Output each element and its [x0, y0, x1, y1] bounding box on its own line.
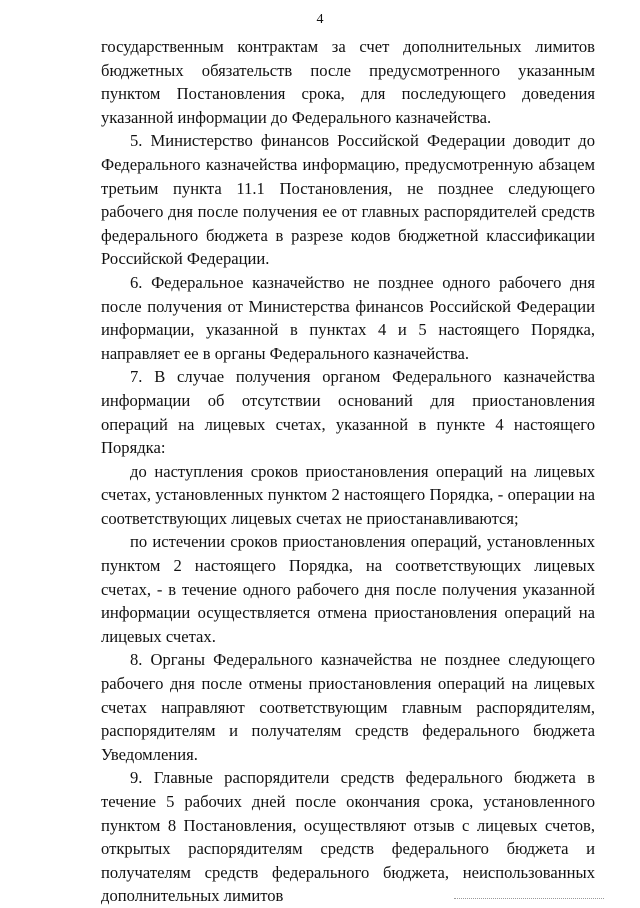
scan-edge-mark [454, 898, 604, 903]
page-number: 4 [316, 12, 324, 27]
paragraph-item-8: 8. Органы Федерального казначейства не позднее следующего рабочего дня после отмены приостановления операций на лицевых счетах направляют соответствующим главным распорядителям, распорядителям и получателям средств федерального бюджета Уведомления. [101, 650, 595, 764]
paragraph-item-9: 9. Главные распорядители средств федерального бюджета в течение 5 рабочих дней после окончания срока, установленного пунктом 8 Постановления, осуществляют отзыв с лицевых счетов, открытых распорядителям средств федерального бюджета и получателям средств федерального бюджета, неиспользованных дополнительных лимитов [101, 768, 595, 906]
document-body [101, 35, 595, 908]
paragraph-item-7: 7. В случае получения органом Федерального казначейства информации об отсутствии оснований для приостановления операций на лицевых счетах, указанной в пункте 4 настоящего Порядка: [101, 367, 595, 458]
paragraph-continuation: государственным контрактам за счет дополнительных лимитов бюджетных обязательств после предусмотренного указанным пунктом Постановления срока, для последующего доведения указанной информации до Федерального казначейства. [101, 37, 595, 127]
paragraph-item-6: 6. Федеральное казначейство не позднее одного рабочего дня после получения от Министерства финансов Российской Федерации информации, указанной в пунктах 4 и 5 настоящего Порядка, направляет ее в органы Федерального казначейства. [101, 272, 595, 363]
paragraph-item-7-case-after-deadline: по истечении сроков приостановления операций, установленных пунктом 2 настоящего Порядка, на соответствующих лицевых счетах, - в течение одного рабочего дня после получения указанной информации осуществляется отмена приостановления операций на лицевых счетах. [101, 532, 595, 646]
paragraph-item-5: 5. Министерство финансов Российской Федерации доводит до Федерального казначейства информацию, предусмотренную абзацем третьим пункта 11.1 Постановления, не позднее следующего рабочего дня после получения ее от главных распорядителей средств федерального бюджета в разрезе кодов бюджетной классификации Российской Федерации. [101, 131, 595, 269]
paragraph-item-7-case-before-deadline: до наступления сроков приостановления операций на лицевых счетах, установленных пунктом 2 настоящего Порядка, - операции на соответствующих лицевых счетах не приостанавливаются; [101, 461, 595, 528]
